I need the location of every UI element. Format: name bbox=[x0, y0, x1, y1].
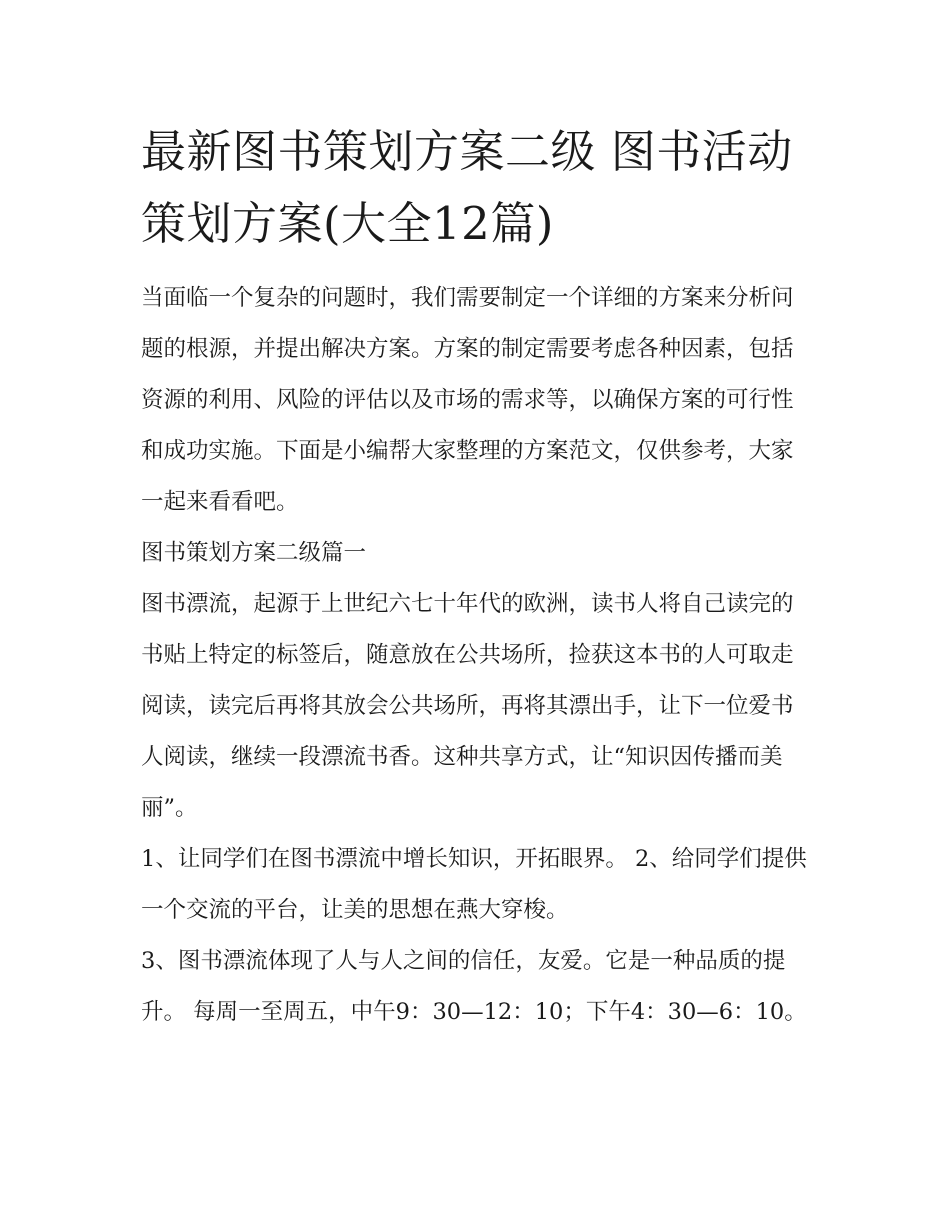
document-page bbox=[141, 116, 813, 1038]
body-paragraph-2: 1、让同学们在图书漂流中增长知识，开拓眼界。 2、给同学们提供一个交流的平台，让美的思想在燕大穿梭。 bbox=[141, 846, 807, 923]
body-paragraph-1: 图书漂流，起源于上世纪六七十年代的欧洲，读书人将自己读完的书贴上特定的标签后，随意放在公共场所，捡获这本书的人可取走阅读，读完后再将其放会公共场所，再将其漂出手，让下一位爱书人阅读，继续一段漂流书香。这种共享方式，让“知识因传播而美丽”。 bbox=[141, 591, 794, 821]
intro-paragraph: 当面临一个复杂的问题时，我们需要制定一个详细的方案来分析问题的根源，并提出解决方案。方案的制定需要考虑各种因素，包括资源的利用、风险的评估以及市场的需求等，以确保方案的可行性和成功实施。下面是小编帮大家整理的方案范文，仅供参考，大家一起来看看吧。 bbox=[141, 285, 794, 515]
section-heading: 图书策划方案二级篇一 bbox=[141, 540, 367, 566]
body-paragraph-3: 3、图书漂流体现了人与人之间的信任，友爱。它是一种品质的提升。 每周一至周五，中午9：30—12：10；下午4：30—6：10。 bbox=[141, 948, 807, 1025]
document-title: 最新图书策划方案二级 图书活动策划方案(大全12篇) bbox=[141, 125, 793, 250]
